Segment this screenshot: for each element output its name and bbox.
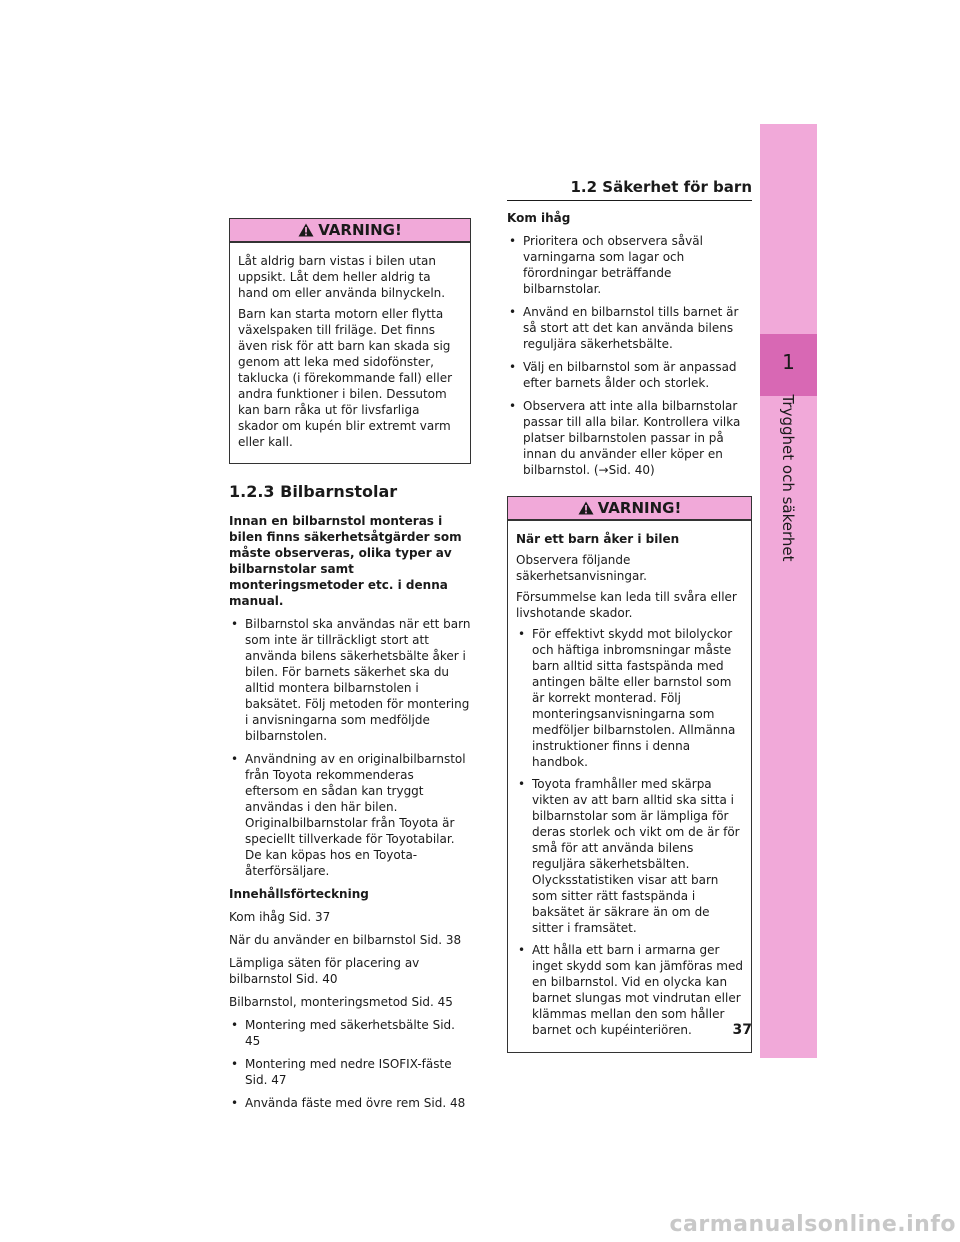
list-item: • Observera att inte alla bilbarnstolar passar till alla bilar. Kontrollera vilka platser bilbarnstolen passar in på innan du använder eller köper en bilbarnstol. (→Sid. 40) <box>507 398 752 478</box>
list-item: • Prioritera och observera såväl varningarna som lagar och förordningar beträffande bilbarnstolar. <box>507 233 752 297</box>
warning-triangle-icon <box>298 223 314 237</box>
warning-heading: När ett barn åker i bilen <box>516 532 680 546</box>
remember-section <box>507 210 752 478</box>
warning-box-1 <box>229 218 471 464</box>
intro-text: Innan en bilbarnstol monteras i bilen finns säkerhetsåtgärder som måste observeras, olika typer av bilbarnstolar samt monteringsmetoder etc. i denna manual. <box>229 514 462 608</box>
warning-triangle-icon <box>578 501 594 515</box>
toc-heading: Innehållsförteckning <box>229 887 369 901</box>
remember-heading: Kom ihåg <box>507 211 571 225</box>
page-number: 37 <box>732 1022 752 1038</box>
list-item: • För effektivt skydd mot bilolyckor och häftiga inbromsningar måste barn alltid sitta fastspända med antingen bälte eller barnstol som är korrekt monterad. Följ monteringsanvisningarna som medföljer bilbarnstolen. Allmänna instruktioner finns i denna handbok. <box>516 626 743 770</box>
watermark: carmanualsonline.info <box>669 1212 956 1237</box>
warning-header <box>508 497 751 521</box>
warning-paragraph: Observera följande säkerhetsanvisningar. <box>516 553 647 583</box>
warning-body <box>230 243 470 450</box>
warning-paragraph: Försummelse kan leda till svåra eller livshotande skador. <box>516 590 737 620</box>
toc-entry: Bilbarnstol, monteringsmetod Sid. 45 <box>229 995 453 1009</box>
list-item: • Använd en bilbarnstol tills barnet är så stort att det kan använda bilens reguljära säkerhetsbälte. <box>507 304 752 352</box>
warning-box-2 <box>507 496 752 1053</box>
list-item: • Bilbarnstol ska användas när ett barn som inte är tillräckligt stort att använda bilens säkerhetsbälte åker i bilen. För barnets säkerhet ska du alltid montera bilbarnstolen i baksätet. Följ metoden för montering i anvisningarna som medföljde bilbarnstolen. <box>229 616 471 744</box>
toc-subentry: • Använda fäste med övre rem Sid. 48 <box>229 1095 471 1111</box>
toc-entry: När du använder en bilbarnstol Sid. 38 <box>229 933 462 947</box>
header-divider <box>507 200 752 201</box>
warning-paragraph: Barn kan starta motorn eller flytta växelspaken till friläge. Det finns även risk för att barn kan skada sig genom att leka med sidofönster, taklucka (i förekommande fall) eller andra funktioner i bilen. Dessutom kan barn råka ut för livsfarliga skador om kupén blir extremt varm eller kall. <box>238 307 453 449</box>
toc-entry: Kom ihåg Sid. 37 <box>229 910 331 924</box>
toc-subentry: • Montering med säkerhetsbälte Sid. 45 <box>229 1017 471 1049</box>
toc-subentry: • Montering med nedre ISOFIX-fäste Sid. 47 <box>229 1056 471 1088</box>
warning-header <box>230 219 470 243</box>
chapter-label: Trygghet och säkerhet <box>779 394 797 562</box>
running-header: 1.2 Säkerhet för barn <box>570 178 752 196</box>
section-title: 1.2.3 Bilbarnstolar <box>229 482 398 501</box>
warning-body <box>508 521 751 1038</box>
left-column <box>229 218 471 1118</box>
section-body <box>229 513 471 1111</box>
list-item: • Välj en bilbarnstol som är anpassad efter barnets ålder och storlek. <box>507 359 752 391</box>
list-item: • Toyota framhåller med skärpa vikten av att barn alltid ska sitta i bilbarnstolar som är lämpliga för deras storlek och vikt om de är för små för att använda bilens reguljära säkerhetsbälten. Olycksstatistiken visar att barn som sitter rätt fastspända i baksätet är säkrare än om de sitter i framsätet. <box>516 776 743 936</box>
warning-paragraph: Låt aldrig barn vistas i bilen utan uppsikt. Låt dem heller aldrig ta hand om eller använda bilnyckeln. <box>238 254 446 300</box>
list-item: • Användning av en originalbilbarnstol från Toyota rekommenderas eftersom en sådan kan tryggt användas i den här bilen. Originalbilbarnstolar från Toyota är speciellt tillverkade för Toyotabilar. De kan köpas hos en Toyota-återförsäljare. <box>229 751 471 879</box>
list-item: • Att hålla ett barn i armarna ger inget skydd som kan jämföras med en bilbarnstol. Vid en olycka kan barnet slungas mot vindrutan eller klämmas mellan den som håller barnet och kupéinteriören. <box>516 942 743 1038</box>
toc-entry: Lämpliga säten för placering av bilbarnstol Sid. 40 <box>229 956 420 986</box>
right-column <box>507 210 752 1053</box>
warning-label: VARNING! <box>597 499 682 517</box>
warning-label: VARNING! <box>318 221 402 239</box>
chapter-tab <box>760 124 817 1058</box>
chapter-number: 1 <box>782 350 795 374</box>
